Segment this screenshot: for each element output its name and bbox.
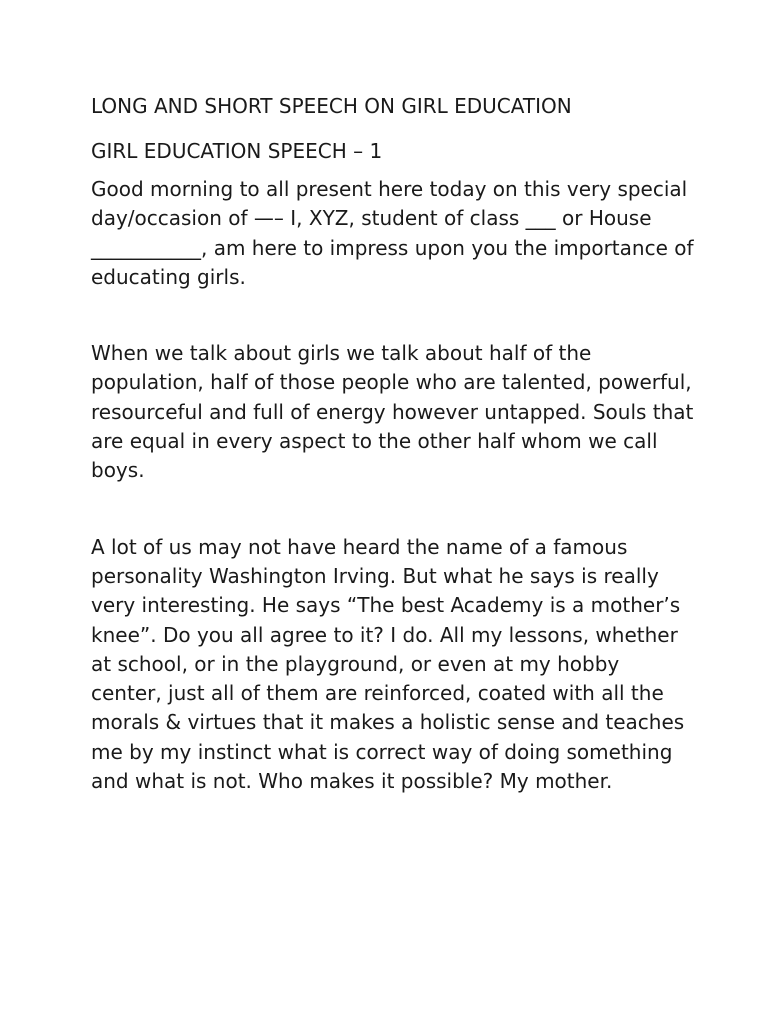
paragraph-mothers-knee: A lot of us may not have heard the name of a famous personality Washington Irving. But what he says is really very interesting. He says “The best Academy is a mother’s knee”. Do you all agree to it? I do. All my lessons, whether at school, or in the playground, or even at my hobby center, just all of them are reinforced, coated with all the morals & virtues that it makes a holistic sense and teaches me by my instinct what is correct way of doing something and what is not. Who makes it possible? My mother. (91, 534, 685, 794)
paragraph-greeting: Good morning to all present here today on this very special day/occasion of —– I, XYZ, student of class ___ or House ___________, am here to impress upon you the importance of educating girls. (91, 177, 694, 289)
document-title: LONG AND SHORT SPEECH ON GIRL EDUCATION (91, 94, 572, 118)
speech-subtitle: GIRL EDUCATION SPEECH – 1 (91, 139, 383, 163)
paragraph-half-population: When we talk about girls we talk about half of the population, half of those people who are talented, powerful, resourceful and full of energy however untapped. Souls that are equal in every aspect to the other half whom we call boys. (91, 341, 694, 483)
